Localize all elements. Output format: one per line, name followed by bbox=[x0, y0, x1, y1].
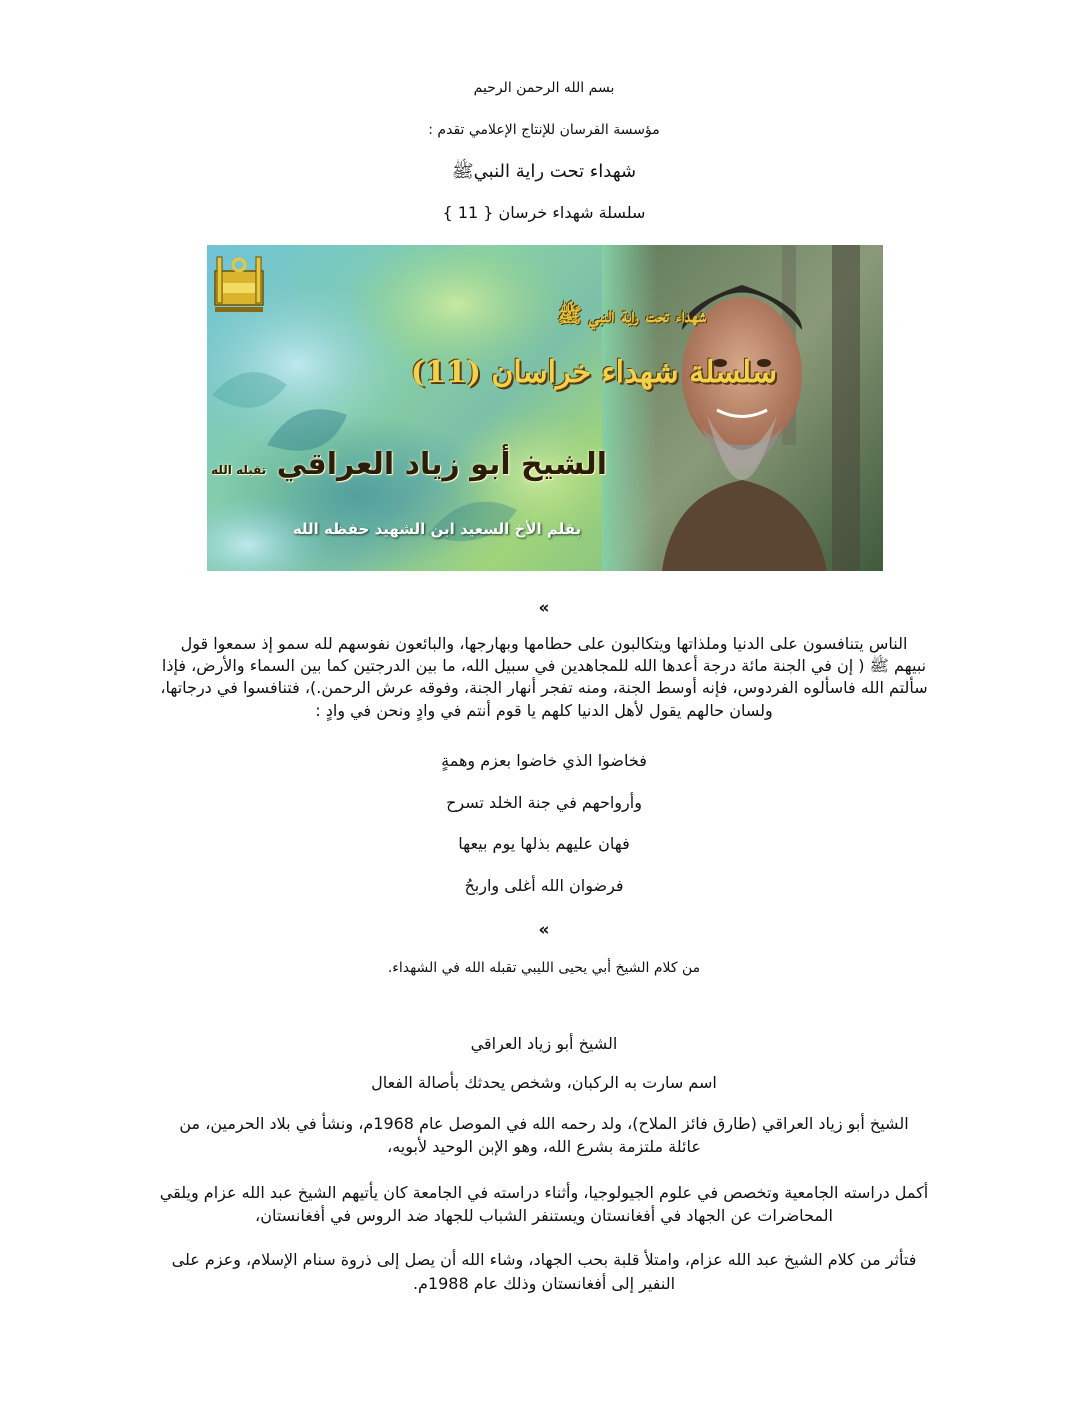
banner-name-text: الشيخ أبو زياد العراقي bbox=[276, 447, 607, 482]
banner-name-suffix: تقبله الله bbox=[211, 463, 267, 477]
bio-paragraph-3-line: النفير إلى أفغانستان وذلك عام 1988م. bbox=[412, 1274, 676, 1293]
poem-line: وأرواحهم في جنة الخلد تسرح bbox=[446, 793, 642, 812]
document-title: شهداء تحت راية النبيﷺ bbox=[451, 161, 637, 182]
poem-line: فخاضوا الذي خاضوا بعزم وهمةٍ bbox=[441, 751, 647, 770]
bio-paragraph-2-line: المحاضرات عن الجهاد في أفغانستان ويستنفر الشباب للجهاد ضد الروس في أفغانستان، bbox=[255, 1206, 833, 1225]
quote-line: الناس يتنافسون على الدنيا وملذاتها ويتكالبون على حطامها وبهارجها، والبائعون نفوسهم لله سمو إذ سمعوا قول bbox=[180, 634, 908, 653]
bio-paragraph-1-line: عائلة ملتزمة بشرع الله، وهو الإبن الوحيد لأبويه، bbox=[387, 1137, 701, 1156]
quote-attribution: من كلام الشيخ أبي يحيى الليبي تقبله الله في الشهداء. bbox=[387, 960, 701, 976]
bio-heading: الشيخ أبو زياد العراقي bbox=[470, 1034, 618, 1053]
bio-subheading: اسم سارت به الركبان، وشخص يحدثك بأصالة الفعال bbox=[371, 1073, 717, 1092]
bio-paragraph-1-line: الشيخ أبو زياد العراقي (طارق فائز الملاح)، ولد رحمه الله في الموصل عام 1968م، ونشأ في بلاد الحرمين، من bbox=[179, 1114, 909, 1133]
banner-series: سلسلة شهداء خراسان (11) bbox=[410, 355, 777, 390]
poem-line: فرضوان الله أغلى واربحُ bbox=[464, 876, 624, 895]
portrait-photo bbox=[602, 245, 883, 571]
basmala: بسم الله الرحمن الرحيم bbox=[473, 80, 615, 96]
banner-name bbox=[211, 447, 607, 482]
bio-paragraph-3-line: فتأثر من كلام الشيخ عبد الله عزام، وامتلأ قلبة بحب الجهاد، وشاء الله أن يصل إلى ذروة سنام الإسلام، وعزم على bbox=[171, 1250, 917, 1269]
poem-line: فهان عليهم بذلها يوم بيعها bbox=[458, 834, 630, 853]
banner-image bbox=[207, 245, 883, 571]
quote-close-mark: » bbox=[538, 920, 550, 940]
quote-line: نبيهم ﷺ ( إن في الجنة مائة درجة أعدها الله للمجاهدين في سبيل الله، ما بين الدرجتين كما بين السماء والأرض، فإذا bbox=[161, 656, 927, 675]
presenter-line: مؤسسة الفرسان للإنتاج الإعلامي تقدم : bbox=[428, 122, 660, 138]
banner-author: بقلم الأخ السعيد ابن الشهيد حفظه الله bbox=[292, 520, 582, 538]
series-line: سلسلة شهداء خرسان { 11 } bbox=[442, 203, 646, 222]
bio-paragraph-2-line: أكمل دراسته الجامعية وتخصص في علوم الجيولوجيا، وأثناء دراسته في الجامعة كان يأتيهم الشيخ عبد الله عزام ويلقي bbox=[159, 1183, 929, 1202]
quote-open-mark: » bbox=[538, 598, 550, 618]
alfursan-logo-icon bbox=[213, 253, 265, 315]
banner-title: شهداء تحت راية النبي ﷺ bbox=[557, 303, 707, 327]
quote-line: ولسان حالهم يقول لأهل الدنيا كلهم يا قوم أنتم في وادٍ ونحن في وادٍ : bbox=[315, 701, 773, 720]
quote-line: سألتم الله فاسألوه الفردوس، فإنه أوسط الجنة، ومنه تفجر أنهار الجنة، وفوقه عرش الرحمن.)، فتنافسوا في درجاتها، bbox=[160, 678, 928, 697]
